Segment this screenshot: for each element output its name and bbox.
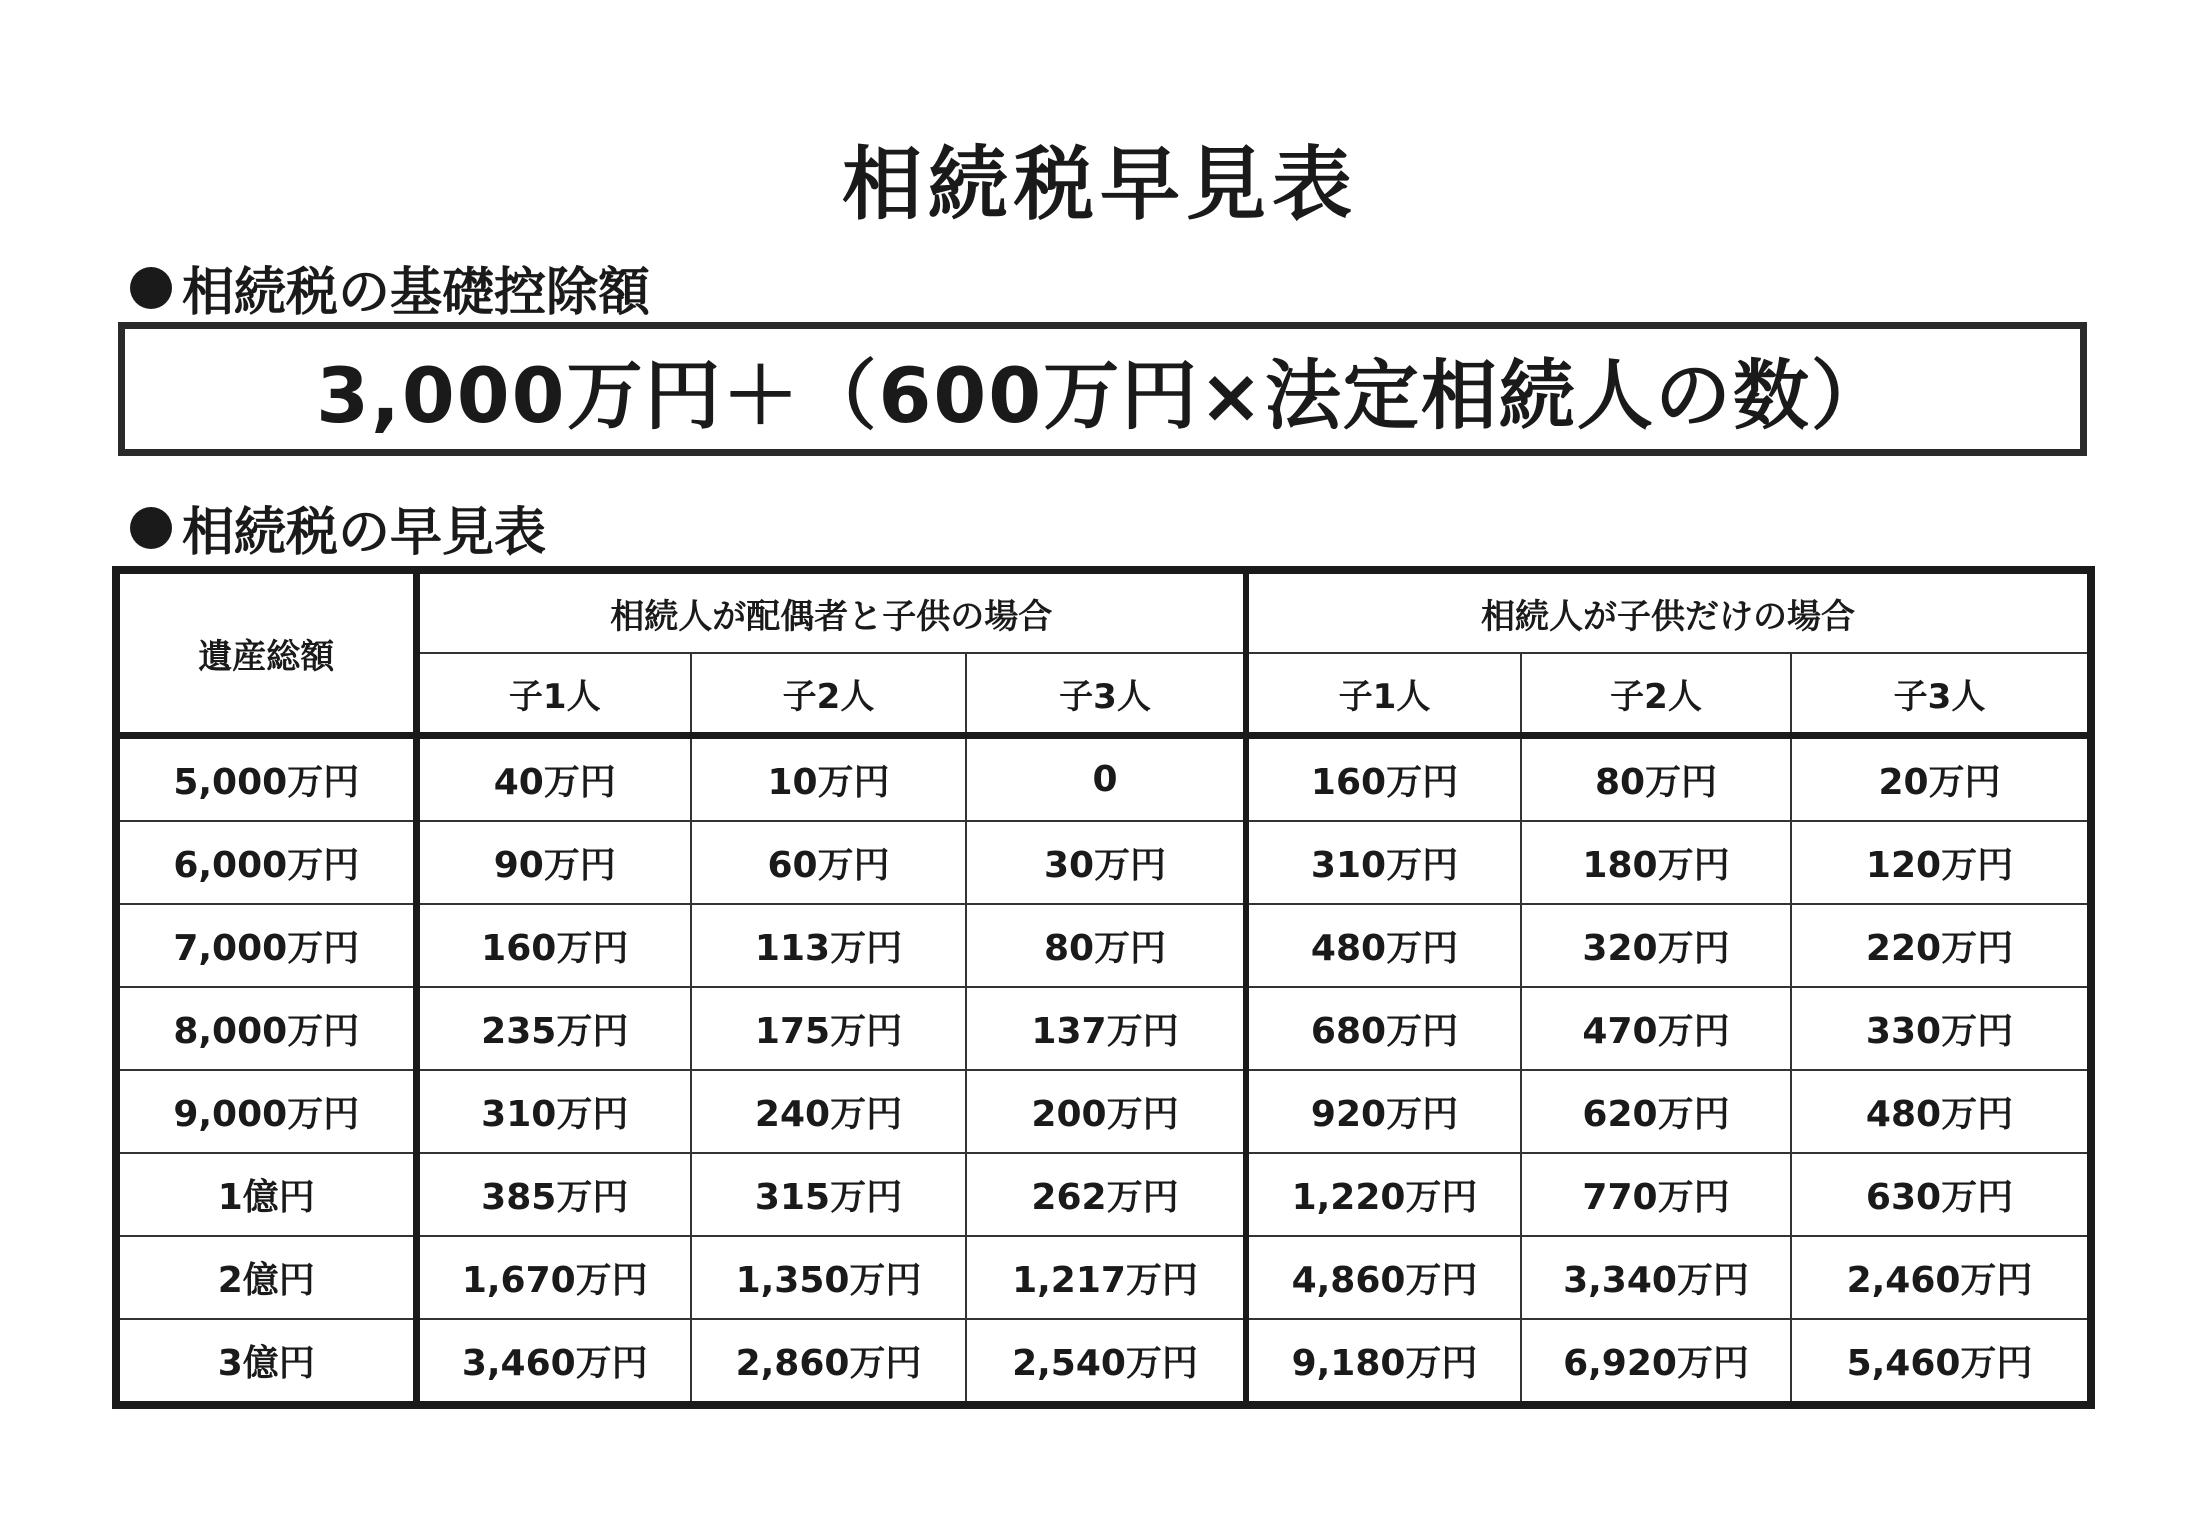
- tax-cell: 3,460万円: [416, 1319, 691, 1405]
- tax-cell: 1,670万円: [416, 1236, 691, 1319]
- tax-cell: 160万円: [416, 904, 691, 987]
- tax-cell: 40万円: [416, 736, 691, 822]
- table-row: [116, 1153, 2091, 1236]
- tax-cell: 4,860万円: [1246, 1236, 1521, 1319]
- tax-cell: 480万円: [1246, 904, 1521, 987]
- child-count-header: 子1人: [1246, 653, 1521, 736]
- tax-cell: 2,460万円: [1791, 1236, 2091, 1319]
- tax-cell: 470万円: [1521, 987, 1791, 1070]
- page-title: 相続税早見表: [842, 138, 1358, 231]
- estate-total-cell: 7,000万円: [116, 904, 416, 987]
- basic-deduction-formula: 3,000万円＋（600万円×法定相続人の数）: [118, 322, 2087, 456]
- tax-cell: 1,220万円: [1246, 1153, 1521, 1236]
- quick-table-heading: [130, 490, 546, 565]
- estate-total-cell: 5,000万円: [116, 736, 416, 822]
- child-count-header: 子1人: [416, 653, 691, 736]
- estate-total-cell: 9,000万円: [116, 1070, 416, 1153]
- tax-cell: 30万円: [966, 821, 1246, 904]
- table-row: [116, 904, 2091, 987]
- tax-cell: 235万円: [416, 987, 691, 1070]
- bullet-icon: [130, 507, 172, 549]
- tax-cell: 1,217万円: [966, 1236, 1246, 1319]
- child-count-header: 子2人: [1521, 653, 1791, 736]
- basic-deduction-heading-text: 相続税の基礎控除額: [182, 263, 651, 323]
- tax-cell: 175万円: [691, 987, 966, 1070]
- table-row: [116, 736, 2091, 822]
- tax-cell: 240万円: [691, 1070, 966, 1153]
- tax-cell: 920万円: [1246, 1070, 1521, 1153]
- tax-cell: 1,350万円: [691, 1236, 966, 1319]
- tax-cell: 630万円: [1791, 1153, 2091, 1236]
- quick-table-heading-text: 相続税の早見表: [182, 503, 547, 563]
- tax-cell: 262万円: [966, 1153, 1246, 1236]
- tax-cell: 2,540万円: [966, 1319, 1246, 1405]
- tax-cell: 3,340万円: [1521, 1236, 1791, 1319]
- inheritance-tax-table: [112, 566, 2095, 1409]
- tax-cell: 20万円: [1791, 736, 2091, 822]
- tax-cell: 330万円: [1791, 987, 2091, 1070]
- tax-cell: 310万円: [1246, 821, 1521, 904]
- estate-total-cell: 8,000万円: [116, 987, 416, 1070]
- estate-total-cell: 3億円: [116, 1319, 416, 1405]
- child-count-header: 子2人: [691, 653, 966, 736]
- children-only-header: 相続人が子供だけの場合: [1246, 570, 2091, 653]
- tax-cell: 80万円: [1521, 736, 1791, 822]
- table-row: [116, 987, 2091, 1070]
- estate-total-header: 遺産総額: [116, 570, 416, 736]
- tax-cell: 90万円: [416, 821, 691, 904]
- tax-cell: 113万円: [691, 904, 966, 987]
- spouse-and-children-header: 相続人が配偶者と子供の場合: [416, 570, 1246, 653]
- tax-cell: 10万円: [691, 736, 966, 822]
- bullet-icon: [130, 267, 172, 309]
- tax-cell: 385万円: [416, 1153, 691, 1236]
- estate-total-cell: 1億円: [116, 1153, 416, 1236]
- tax-cell: 120万円: [1791, 821, 2091, 904]
- table-row: [116, 1236, 2091, 1319]
- tax-cell: 60万円: [691, 821, 966, 904]
- table-row: [116, 821, 2091, 904]
- tax-cell: 5,460万円: [1791, 1319, 2091, 1405]
- table-row: [116, 1319, 2091, 1405]
- tax-cell: 200万円: [966, 1070, 1246, 1153]
- tax-cell: 320万円: [1521, 904, 1791, 987]
- tax-cell: 770万円: [1521, 1153, 1791, 1236]
- child-count-header: 子3人: [1791, 653, 2091, 736]
- child-count-header: 子3人: [966, 653, 1246, 736]
- basic-deduction-heading: [130, 250, 650, 325]
- tax-cell: 315万円: [691, 1153, 966, 1236]
- tax-cell: 137万円: [966, 987, 1246, 1070]
- tax-cell: 80万円: [966, 904, 1246, 987]
- tax-cell: 480万円: [1791, 1070, 2091, 1153]
- table-row: [116, 1070, 2091, 1153]
- estate-total-cell: 6,000万円: [116, 821, 416, 904]
- tax-cell: 0: [966, 736, 1246, 822]
- tax-cell: 220万円: [1791, 904, 2091, 987]
- tax-cell: 9,180万円: [1246, 1319, 1521, 1405]
- estate-total-cell: 2億円: [116, 1236, 416, 1319]
- tax-cell: 310万円: [416, 1070, 691, 1153]
- tax-cell: 620万円: [1521, 1070, 1791, 1153]
- tax-cell: 2,860万円: [691, 1319, 966, 1405]
- tax-cell: 6,920万円: [1521, 1319, 1791, 1405]
- tax-cell: 180万円: [1521, 821, 1791, 904]
- tax-cell: 160万円: [1246, 736, 1521, 822]
- table-header-row: [116, 570, 2091, 653]
- tax-cell: 680万円: [1246, 987, 1521, 1070]
